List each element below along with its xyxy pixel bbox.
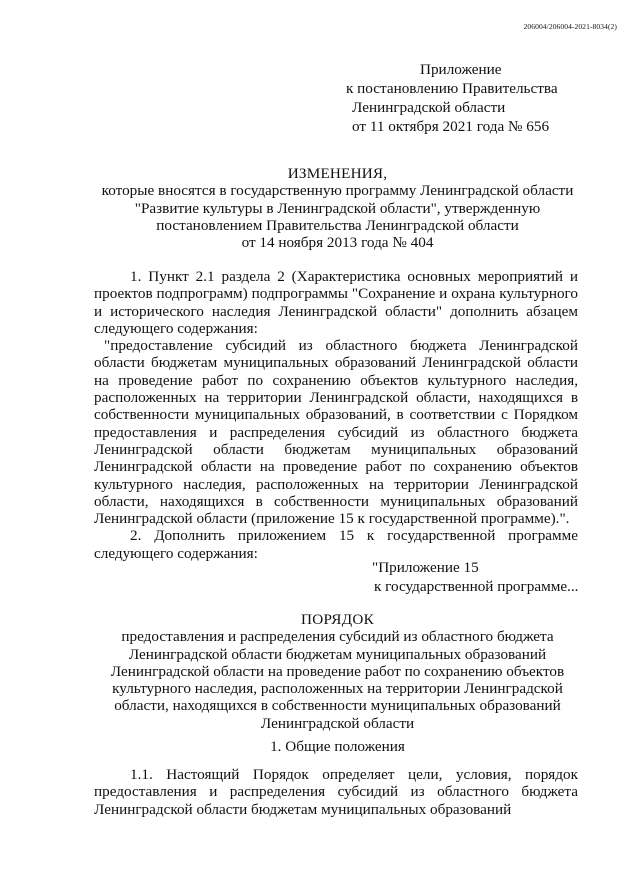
appendix-15-header bbox=[372, 558, 578, 596]
changes-subtitle-line: постановлением Правительства Ленинградской области bbox=[156, 216, 519, 234]
order-subtitle-line: культурного наследия, расположенных на территории Ленинградской bbox=[112, 680, 563, 698]
changes-subtitle-line: от 14 ноября 2013 года № 404 bbox=[241, 234, 434, 252]
items-body bbox=[94, 268, 578, 562]
item-1-intro: 1. Пункт 2.1 раздела 2 (Характеристика основных мероприятий и проектов подпрограмм) подпрограммы "Сохранение и охрана культурного и исторического наследия Ленинградской области" дополнить абзацем следующего содержания: bbox=[94, 268, 578, 337]
item-2: 2. Дополнить приложением 15 к государственной программе следующего содержания: bbox=[94, 527, 578, 562]
item-1-quote: "предоставление субсидий из областного бюджета Ленинградской области бюджетам муниципальных образований Ленинградской области на проведение работ по сохранению объектов культурного наследия, расположенных на территории Ленинградской области, находящихся в собственности муниципальных образований, в соответствии с Порядком предоставления и распределения субсидий из областного бюджета Ленинградской области бюджетам муниципальных образований Ленинградской области на проведение работ по сохранению объектов культурного наследия, расположенных на территории Ленинградской области, находящихся в собственности муниципальных образований Ленинградской области (приложение 15 к государственной программе).". bbox=[94, 337, 578, 528]
appendix-15-line-2: к государственной программе... bbox=[374, 578, 579, 595]
appendix-line-4: от 11 октября 2021 года № 656 bbox=[352, 118, 550, 135]
appendix-line-1: Приложение bbox=[420, 61, 502, 78]
changes-subtitle-line: которые вносятся в государственную программу Ленинградской области bbox=[101, 182, 574, 200]
document-id: 206004/206004-2021-8034(2) bbox=[523, 22, 617, 31]
changes-title: ИЗМЕНЕНИЯ, bbox=[287, 165, 388, 182]
appendix-line-2: к постановлению Правительства bbox=[346, 80, 558, 97]
appendix-header bbox=[346, 60, 558, 136]
section-1-title: 1. Общие положения bbox=[270, 738, 405, 755]
section-1-para-1-1: 1.1. Настоящий Порядок определяет цели, условия, порядок предоставления и распределения субсидий из областного бюджета Ленинградской области бюджетам муниципальных образований bbox=[94, 766, 578, 818]
changes-subtitle-line: "Развитие культуры в Ленинградской области", утвержденную bbox=[134, 199, 541, 217]
appendix-line-3: Ленинградской области bbox=[352, 99, 506, 116]
order-title: ПОРЯДОК bbox=[300, 611, 375, 628]
order-heading bbox=[40, 611, 635, 732]
order-subtitle-line: Ленинградской области бюджетам муниципальных образований bbox=[128, 645, 547, 663]
order-subtitle-line: предоставления и распределения субсидий из областного бюджета bbox=[121, 628, 554, 646]
order-subtitle-line: Ленинградской области на проведение работ по сохранению объектов bbox=[110, 662, 565, 680]
appendix-15-line-1: "Приложение 15 bbox=[372, 559, 479, 576]
order-subtitle-line: области, находящихся в собственности муниципальных образований bbox=[114, 697, 561, 715]
order-subtitle-line: Ленинградской области bbox=[260, 714, 415, 732]
changes-heading bbox=[40, 165, 635, 251]
section-1-body bbox=[94, 766, 578, 818]
